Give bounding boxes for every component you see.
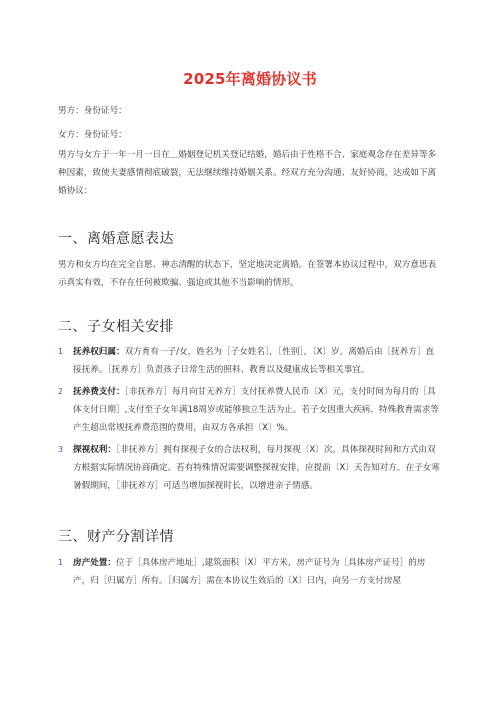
list-number: 3 xyxy=(58,445,64,454)
section-heading-divorce-intent: 一、离婚意愿表达 xyxy=(58,231,174,247)
list-item xyxy=(58,441,442,495)
list-item xyxy=(58,383,442,437)
list-number: 1 xyxy=(58,558,64,567)
children-list xyxy=(58,343,442,499)
list-item xyxy=(58,343,442,379)
intro-paragraph: 男方与女方于一年一月一日在＿婚姻登记机关登记结婚，婚后由于性格不合、家庭观念存在差异等多种因素，致使夫妻感情彻底破裂，无法继续维持婚姻关系。经双方充分沟通、友好协商，达成如下离婚协议： xyxy=(58,150,437,196)
property-list xyxy=(58,554,442,594)
document-title: 2025年离婚协议书 xyxy=(183,70,317,88)
item-text: ［非抚养方］每月向甘无养方］支付抚养费人民币〔X〕元，支付时间为每月的［具体支付日期］,支付至子女年满18周岁或能够独立生活为止。若子女因重大疾病、特殊教育需求等产生超出常规抚养费范围的费用，由双方各承担〔X〕%。 xyxy=(73,387,440,433)
list-item xyxy=(58,554,442,590)
item-text: ［非抚养方］拥有探视子女的合法权利，每月探视〔X〕次。具体探视时间和方式由双方根据实际情况协商确定。若有特殊情况需要调整探视安排，应提前〔X〕天告知对方。在子女寒暑假期间，［非抚养方］可适当增加探视时长，以增进亲子情感。 xyxy=(73,445,440,491)
male-id-line: 男方：身份证号： xyxy=(58,106,127,116)
section-heading-property: 三、财产分割详情 xyxy=(58,529,174,545)
list-number: 2 xyxy=(58,387,64,396)
item-label: 抚养费支付： xyxy=(73,387,125,397)
list-number: 1 xyxy=(58,347,64,356)
item-label: 房产处置： xyxy=(73,558,116,568)
item-label: 探视权利： xyxy=(73,445,116,455)
item-text: 双方育有一子/女，姓名为［子女姓名］，［性别］，〔X〕岁，离婚后由［抚养方］直接抚养。［抚养方］负责孩子日常生活的照料、教育以及健康成长等相关事宜。 xyxy=(73,347,435,375)
female-id-line: 女方：身份证号： xyxy=(58,130,127,140)
divorce-intent-paragraph: 男方和女方均在完全自愿、神志清醒的状态下，坚定地决定离婚。在签署本协议过程中，双方意思表示真实有效，不存在任何被欺骗、强迫或其他不当影响的情形。 xyxy=(58,260,437,288)
section-heading-children: 二、子女相关安排 xyxy=(58,319,174,335)
item-text: 位于［具体房产地址］,建筑面积〔X〕平方米，房产证号为［具体房产证号］的房产，归［归属方］所有。［归属方］需在本协议生效后的〔X〕日内，向另一方支付房屋 xyxy=(73,558,426,586)
item-label: 抚养权归属： xyxy=(73,347,125,357)
